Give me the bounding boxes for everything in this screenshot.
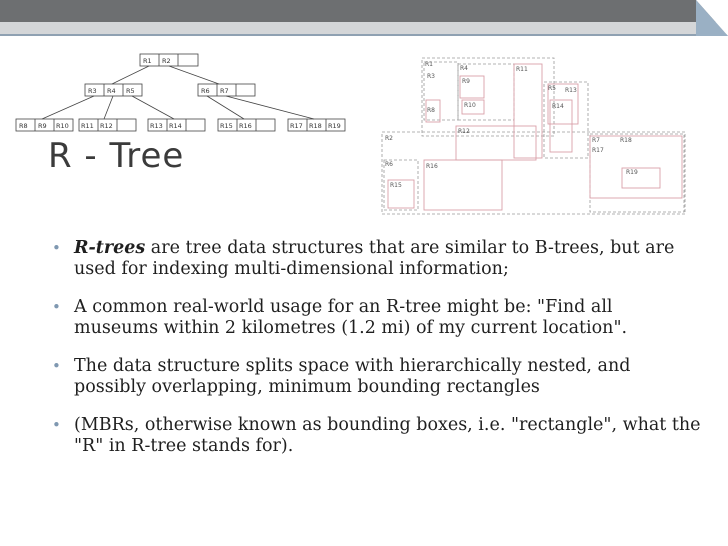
mbr-label: R8 <box>427 107 435 114</box>
mbr-label: R2 <box>385 135 393 142</box>
slide-title: R - Tree <box>48 136 185 176</box>
mbr-label: R4 <box>460 65 468 72</box>
bullet-item <box>52 356 702 398</box>
spatial-mbr-diagram <box>380 56 688 218</box>
tree-label: R5 <box>126 87 135 95</box>
bullet-list <box>52 238 702 474</box>
header-bar <box>0 0 728 38</box>
bullet-text: The data structure splits space with hierarchically nested, and possibly overlapping, minimum bounding rectangles <box>74 356 631 397</box>
mbr-label: R5 <box>548 85 556 92</box>
mbr-label: R3 <box>427 73 435 80</box>
bullet-text: A common real-world usage for an R-tree might be: "Find all museums within 2 kilometres (1.2 mi) of my current location". <box>74 297 628 338</box>
tree-label: R19 <box>328 122 341 130</box>
tree-label: R8 <box>19 122 28 130</box>
tree-label: R13 <box>150 122 163 130</box>
mbr-label: R7 <box>592 137 600 144</box>
mbr-label: R12 <box>458 128 470 135</box>
bullet-item <box>52 238 702 280</box>
tree-label: R3 <box>88 87 97 95</box>
tree-label: R10 <box>56 122 69 130</box>
tree-label: R17 <box>290 122 303 130</box>
bullet-text: are tree data structures that are similar to B-trees, but are used for indexing multi-dimensional information; <box>74 238 675 279</box>
tree-label: R9 <box>38 122 47 130</box>
mbr-label: R18 <box>620 137 632 144</box>
corner-fold-icon <box>696 0 728 36</box>
tree-label: R12 <box>100 122 113 130</box>
tree-label: R11 <box>81 122 94 130</box>
bullet-dot-icon: • <box>52 298 61 316</box>
tree-label: R7 <box>220 87 229 95</box>
tree-label: R6 <box>201 87 210 95</box>
tree-label: R15 <box>220 122 233 130</box>
bullet-item <box>52 415 702 457</box>
mbr-label: R19 <box>626 169 638 176</box>
header-light-band <box>0 22 728 34</box>
bullet-dot-icon: • <box>52 357 61 375</box>
mbr-label: R11 <box>516 66 528 73</box>
tree-label: R2 <box>162 57 171 65</box>
mbr-label: R17 <box>592 147 604 154</box>
bullet-dot-icon: • <box>52 416 61 434</box>
mbr-label: R1 <box>425 61 433 68</box>
bullet-dot-icon: • <box>52 239 61 257</box>
rtree-diagram <box>12 50 357 140</box>
tree-label: R4 <box>107 87 116 95</box>
mbr-label: R13 <box>565 87 577 94</box>
mbr-label: R14 <box>552 103 564 110</box>
tree-label: R18 <box>309 122 322 130</box>
mbr-label: R16 <box>426 163 438 170</box>
tree-label: R14 <box>169 122 182 130</box>
header-dark-band <box>0 0 728 22</box>
mbr-label: R10 <box>464 102 476 109</box>
bullet-text: (MBRs, otherwise known as bounding boxes, i.e. "rectangle", what the "R" in R-tree stands for). <box>74 415 701 456</box>
mbr-label: R9 <box>462 78 470 85</box>
mbr-label: R15 <box>390 182 402 189</box>
bullet-bold: R-trees <box>74 238 146 258</box>
mbr-label: R6 <box>385 161 393 168</box>
tree-label: R1 <box>143 57 152 65</box>
header-accent-line <box>0 34 728 36</box>
tree-label: R16 <box>239 122 252 130</box>
bullet-item <box>52 297 702 339</box>
